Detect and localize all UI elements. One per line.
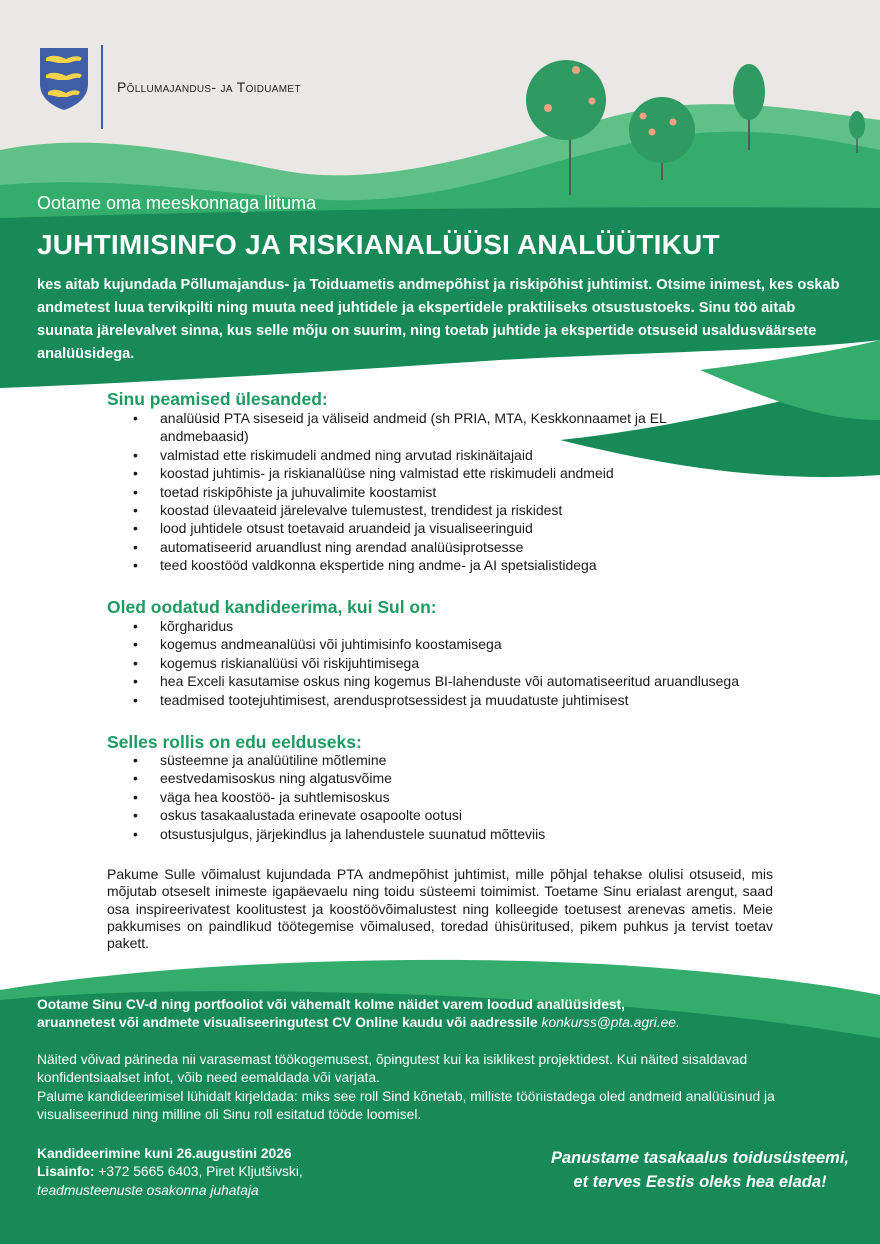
contact-role: teadmusteenuste osakonna juhataja <box>37 1182 259 1198</box>
slogan-line-1: Panustame tasakaalus toidusüsteemi, <box>550 1149 850 1167</box>
cv-line-2: aruannetest või andmete visualiseeringutest CV Online kaudu või aadressile <box>37 1015 538 1031</box>
cv-line-1: Ootame Sinu CV-d ning portfooliot või vähemalt kolme näidet varem loodud analüüsidest, <box>37 997 625 1012</box>
logo <box>38 46 90 117</box>
list-item: • valmistad ette riskimudeli andmed ning arvutad riskinäitajaid <box>107 446 747 464</box>
list-item: • lood juhtidele otsust toetavaid aruandeid ja visualiseeringuid <box>107 519 747 537</box>
page-title: JUHTIMISINFO JA RISKIANALÜÜSI ANALÜÜTIKUT <box>37 229 720 260</box>
list-item: • toetad riskipõhiste ja juhuvalimite koostamist <box>107 483 747 501</box>
estonian-coat-of-arms-icon <box>38 46 90 112</box>
header-intro: kes aitab kujundada Põllumajandus- ja Toiduametis andmepõhist ja riskipõhist juhtimist. Otsime inimest, kes oskab andmetest luua tervikpilti ning muuta need juhtidele ja ekspertidele praktiliseks otsustustoeks. Sinu töö aitab suunata järelevalvet sinna, kus selle mõju on suurim, ning toetab juhtide ja ekspertide otsuseid usaldusväärsete analüüsidega. <box>37 277 840 362</box>
list-item: • otsustusjulgus, järjekindlus ja lahendustele suunatud mõtteviis <box>107 825 747 843</box>
cover-note: Palume kandideerimisel lühidalt kirjeldada: miks see roll Sind kõnetab, milliste tööriistadega oled andmeid analüüsinud ja visualiseerinud ning milline oli Sinu roll esitatud tööde loomisel. <box>37 1089 775 1123</box>
offer-paragraph: Pakume Sulle võimalust kujundada PTA andmepõhist juhtimist, mille põhjal tehakse olulisi otsuseid, mis mõjutab otseselt inimeste igapäevaelu ning toidu süsteemi toimimist. Toetame Sinu erialast arengut, saad osa inspireerivatest koolitustest ja koostöövõimalustest ning kolleegide toetusest arenevas ametis. Meie pakkumises on paindlikud töötegemise võimalused, toredad ühisüritused, pikem puhkus ja tervist toetav pakett. <box>107 866 773 952</box>
slogan-line-2: et terves Eestis oleks hea elada! <box>573 1173 827 1191</box>
deadline <box>37 1145 457 1200</box>
list-item: • koostad juhtimis- ja riskianalüüse ning valmistad ette riskimudeli andmeid <box>107 464 747 482</box>
list-item: • kõrgharidus <box>107 617 747 635</box>
list-item: • eestvedamisoskus ning algatusvõime <box>107 769 747 787</box>
agency-name: Põllumajandus- ja Toiduamet <box>117 79 301 95</box>
list-item: • kogemus andmeanalüüsi või juhtimisinfo koostamisega <box>107 635 747 653</box>
list-item: • automatiseerid aruandlust ning arendad analüüsiprotsesse <box>107 538 747 556</box>
list-item: • koostad ülevaateid järelevalve tulemustest, trendidest ja riskidest <box>107 501 747 519</box>
header-tagline: Ootame oma meeskonnaga liituma <box>37 193 317 213</box>
email-link[interactable]: konkurss@pta.agri.ee. <box>541 1015 680 1031</box>
tasks-list <box>107 409 747 575</box>
contact-value: +372 5665 6403, Piret Kljutšivski, <box>94 1164 303 1180</box>
examples-note: Näited võivad pärineda nii varasemast töökogemusest, õpingutest kui ka isiklikest projektidest. Kui näited sisaldavad konfidentsiaalset infot, võib need eemaldada või varjata. <box>37 1052 748 1086</box>
list-item: • analüüsid PTA siseseid ja väliseid andmeid (sh PRIA, MTA, Keskkonnaamet ja EL andmebaasid) <box>107 409 747 446</box>
success-list <box>107 751 747 843</box>
requirements-title: Oled oodatud kandideerima, kui Sul on: <box>107 597 437 617</box>
success-title: Selles rollis on edu eelduseks: <box>107 732 362 752</box>
slogan <box>540 1146 860 1194</box>
deadline-text: Kandideerimine kuni 26.augustini 2026 <box>37 1146 292 1161</box>
list-item: • teadmised tootejuhtimisest, arendusprotsessidest ja muudatuste juhtimisest <box>107 691 747 709</box>
list-item: • teed koostööd valdkonna ekspertide ning andme- ja AI spetsialistidega <box>107 556 747 574</box>
logo-divider <box>101 45 103 129</box>
list-item: • süsteemne ja analüütiline mõtlemine <box>107 751 747 769</box>
list-item: • kogemus riskianalüüsi või riskijuhtimisega <box>107 654 747 672</box>
list-item: • oskus tasakaalustada erinevate osapoolte ootusi <box>107 806 747 824</box>
list-item: • hea Exceli kasutamise oskus ning kogemus BI-lahenduste või automatiseeritud aruandlusega <box>107 672 747 690</box>
cv-instructions <box>37 996 837 1033</box>
tasks-title: Sinu peamised ülesanded: <box>107 389 328 409</box>
list-item: • väga hea koostöö- ja suhtlemisoskus <box>107 788 747 806</box>
contact-label: Lisainfo: <box>37 1164 95 1180</box>
requirements-list <box>107 617 747 709</box>
